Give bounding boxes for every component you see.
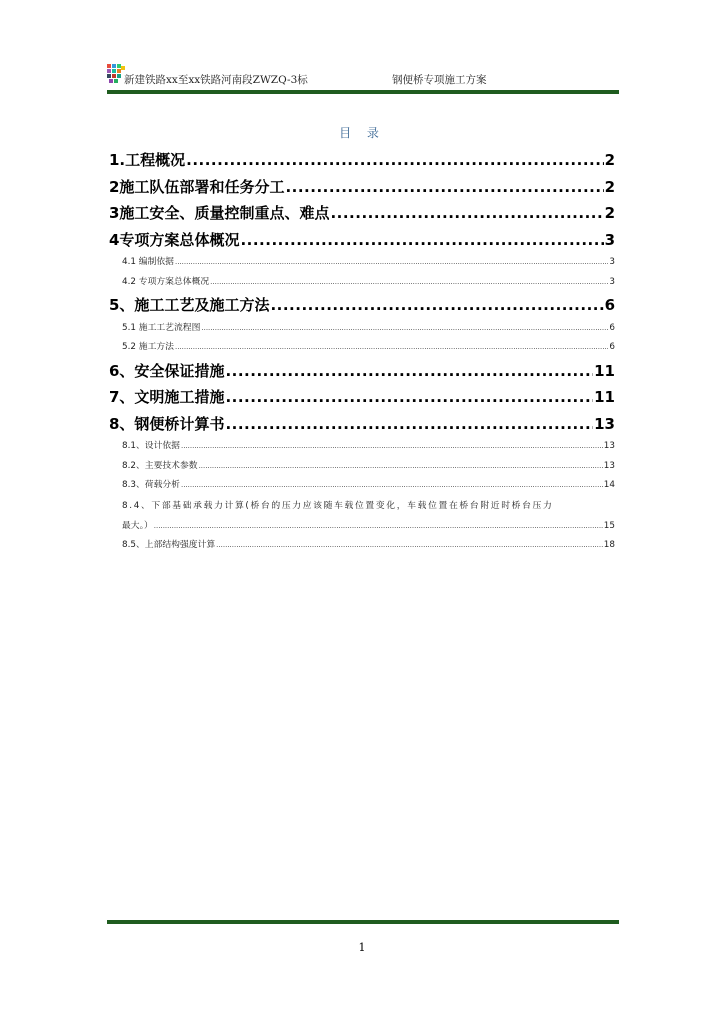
toc-entry-level-2[interactable] <box>109 338 615 358</box>
toc-entry-page: 3 <box>609 276 615 287</box>
toc-entry-page: 11 <box>594 388 615 406</box>
toc-entry-page: 6 <box>604 296 615 314</box>
toc-entry-level-2[interactable] <box>109 273 615 293</box>
toc-entry-page: 13 <box>603 460 615 471</box>
toc-entry-level-2[interactable] <box>109 253 615 273</box>
toc-entry-label-line1: 8.4、下部基础承载力计算(桥台的压力应该随车载位置变化，车载位置在桥台附近时桥台压力 <box>122 500 554 511</box>
toc-entry-level-1[interactable] <box>109 174 615 201</box>
toc-leader-dots <box>225 358 593 384</box>
toc-title: 目 录 <box>339 126 385 140</box>
footer-rule <box>107 920 619 924</box>
toc-entry-page: 2 <box>604 151 615 169</box>
page-number: 1 <box>358 941 366 954</box>
toc-entry-label: 4专项方案总体概况 <box>109 230 240 249</box>
header-project-name: 新建铁路xx至xx铁路河南段ZWZQ-3标 <box>124 74 308 86</box>
toc-leader-dots <box>201 319 608 338</box>
company-logo-icon <box>107 64 125 84</box>
toc-entry-page: 3 <box>609 257 615 267</box>
toc-leader-dots <box>330 200 603 226</box>
toc-leader-dots <box>210 273 608 292</box>
toc-entry-page: 11 <box>594 361 615 380</box>
toc-entry-label: 1.工程概况 <box>109 151 186 169</box>
toc-entry-label: 7、文明施工措施 <box>109 388 225 406</box>
toc-leader-dots <box>225 411 593 437</box>
toc-leader-dots <box>240 227 603 253</box>
toc-entry-label: 2施工队伍部署和任务分工 <box>109 177 285 196</box>
header-document-title: 钢便桥专项施工方案 <box>392 74 487 86</box>
toc-entry-level-1[interactable] <box>109 384 615 411</box>
toc-entry-page: 2 <box>604 204 615 222</box>
toc-leader-dots <box>175 253 608 272</box>
toc-entry-level-2[interactable] <box>109 457 615 477</box>
toc-entry-label-line2: 最大。） <box>122 520 153 531</box>
toc-leader-dots <box>175 338 608 357</box>
toc-entry-level-1[interactable] <box>109 200 615 227</box>
toc-entry-page: 13 <box>594 414 615 433</box>
toc-entry-label: 8.5、上部结构强度计算 <box>122 539 216 550</box>
toc-entry-level-2[interactable] <box>109 319 615 339</box>
toc-entry-level-1[interactable] <box>109 227 615 254</box>
toc-entry-label: 8.3、荷载分析 <box>122 480 180 490</box>
toc-leader-dots <box>199 457 603 476</box>
toc-entry-label: 3施工安全、质量控制重点、难点 <box>109 204 330 222</box>
header-rule <box>107 90 619 94</box>
toc-entry-label: 5、施工工艺及施工方法 <box>109 296 270 314</box>
toc-entry-page: 3 <box>604 230 615 249</box>
toc-leader-dots <box>285 174 603 200</box>
toc-entry-level-2[interactable] <box>109 476 615 496</box>
toc-entry-label: 5.1 施工工艺流程图 <box>122 322 201 333</box>
toc-entry-label: 5.2 施工方法 <box>122 342 174 352</box>
table-of-contents <box>109 147 615 555</box>
toc-entry-page: 13 <box>603 441 615 451</box>
toc-entry-level-2[interactable] <box>109 437 615 457</box>
toc-leader-dots <box>154 516 603 536</box>
toc-entry-label: 6、安全保证措施 <box>109 361 225 380</box>
toc-entry-label: 8.1、设计依据 <box>122 441 180 451</box>
toc-entry-level-2[interactable] <box>109 496 615 536</box>
toc-entry-page: 2 <box>604 177 615 196</box>
toc-entry-level-1[interactable] <box>109 292 615 319</box>
toc-entry-level-1[interactable] <box>109 358 615 385</box>
toc-entry-level-1[interactable] <box>109 147 615 174</box>
toc-leader-dots <box>225 384 593 410</box>
toc-entry-level-1[interactable] <box>109 411 615 438</box>
toc-leader-dots <box>181 476 603 495</box>
toc-leader-dots <box>270 292 603 318</box>
toc-leader-dots <box>216 536 603 555</box>
toc-leader-dots <box>186 147 603 173</box>
toc-entry-level-2[interactable] <box>109 536 615 556</box>
toc-entry-page: 6 <box>609 322 615 333</box>
toc-entry-label: 8.2、主要技术参数 <box>122 460 198 471</box>
toc-entry-page: 15 <box>603 520 615 531</box>
toc-entry-label: 4.2 专项方案总体概况 <box>122 276 210 287</box>
toc-entry-label: 4.1 编制依据 <box>122 257 174 267</box>
toc-leader-dots <box>181 437 603 456</box>
toc-entry-page: 18 <box>603 539 615 550</box>
toc-entry-page: 14 <box>603 480 615 490</box>
toc-entry-page: 6 <box>609 342 615 352</box>
toc-entry-label: 8、钢便桥计算书 <box>109 414 225 433</box>
